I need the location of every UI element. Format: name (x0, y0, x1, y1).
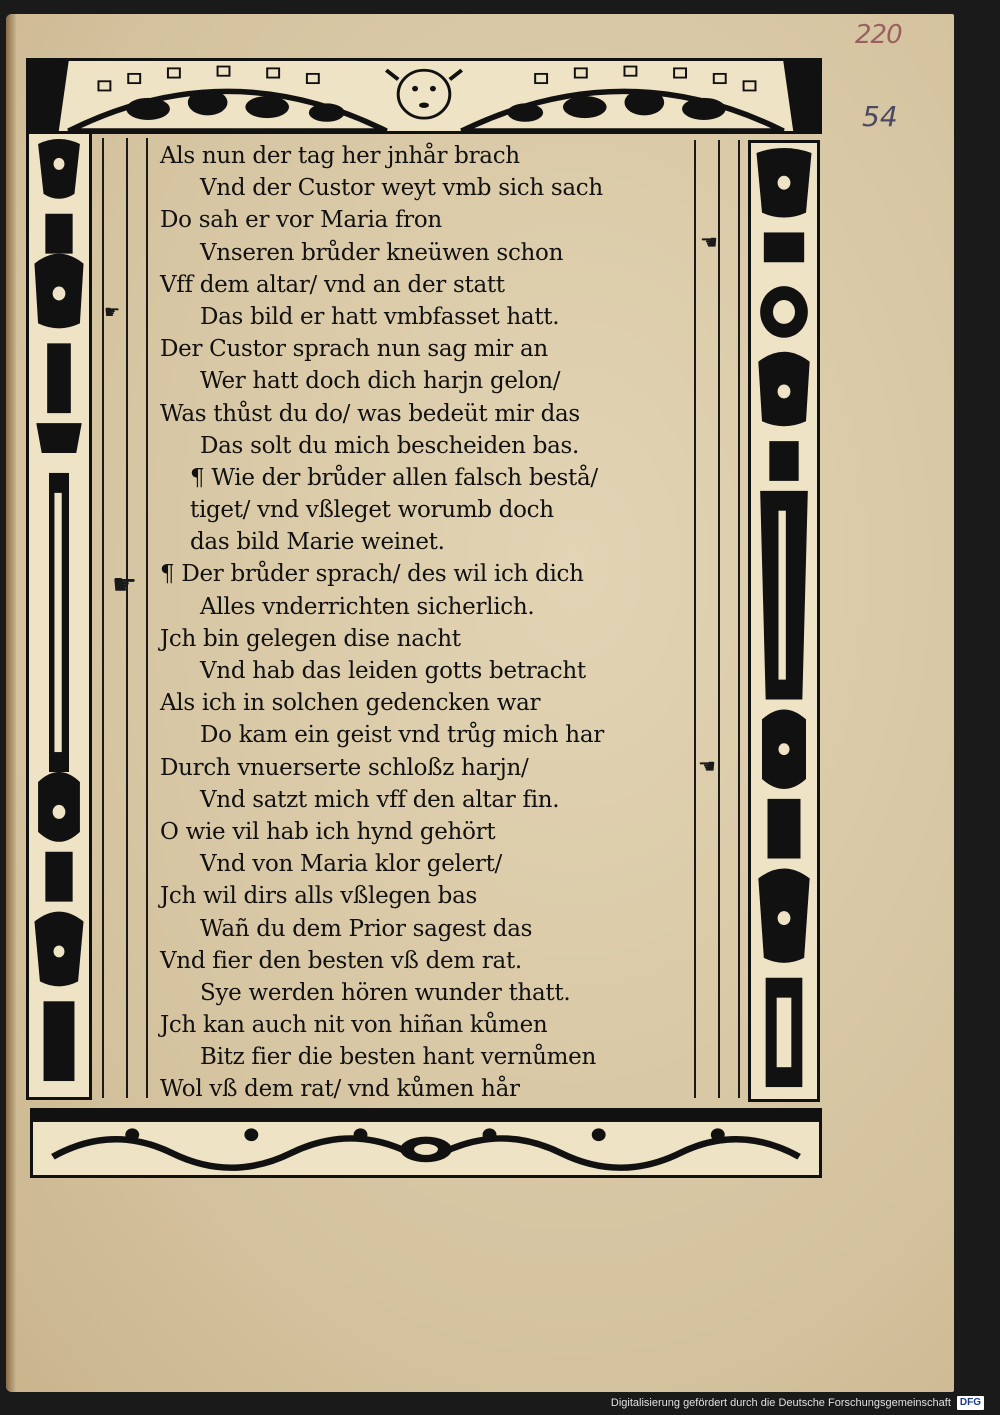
verse-line: Sye werden hören wunder thatt. (200, 979, 571, 1006)
verse-line: ¶ Wie der brůder allen falsch bestå/ (190, 464, 598, 491)
verse-line: Der Custor sprach nun sag mir an (160, 336, 548, 363)
verse-line: Wol vß dem rat/ vnd kůmen hår (160, 1076, 520, 1103)
verse-line: Do kam ein geist vnd trůg mich har (200, 722, 604, 749)
verse-line: Durch vnuerserte schloßz harjn/ (160, 754, 529, 781)
woodcut-border-left (26, 134, 92, 1100)
dfg-logo: DFG (957, 1396, 984, 1410)
verse-line: Das bild er hatt vmbfasset hatt. (200, 303, 560, 330)
verse-line: Alles vnderrichten sicherlich. (200, 593, 535, 620)
verse-line: tiget/ vnd vßleget worumb doch (190, 497, 554, 524)
verse-line: Jch bin gelegen dise nacht (160, 625, 461, 652)
verse-line: ¶ Der brůder sprach/ des wil ich dich (160, 561, 584, 588)
footer (611, 1395, 984, 1411)
verse-line: Als nun der tag her jnhår brach (160, 143, 520, 169)
verse-line: Vnd hab das leiden gotts betracht (200, 658, 586, 684)
verse-line: Jch wil dirs alls vßlegen bas (160, 883, 477, 910)
verse-line: Vff dem altar/ vnd an der statt (160, 271, 505, 298)
page-edge (6, 14, 16, 1392)
verse-line: Wer hatt doch dich harjn gelon/ (200, 368, 561, 395)
woodcut-border-right (748, 140, 820, 1102)
pointing-hand-icon: ☚ (698, 754, 716, 778)
manuscript-note: 220 (855, 20, 902, 50)
vertical-rule (718, 140, 720, 1098)
vertical-rule (694, 140, 696, 1098)
verse-line: Jch kan auch nit von hiñan kůmen (160, 1012, 548, 1039)
funding-credit: Digitalisierung gefördert durch die Deutsche Forschungsgemeinschaft (610, 1397, 951, 1409)
woodcut-border-bottom (30, 1108, 822, 1178)
verse-line: das bild Marie weinet. (190, 529, 445, 556)
verse-line: O wie vil hab ich hynd gehört (160, 818, 496, 845)
vertical-rule (102, 138, 104, 1098)
verse-line: Vnd von Maria klor gelert/ (200, 851, 502, 878)
woodcut-border-top (26, 58, 822, 134)
verse-text-block (160, 140, 690, 1106)
vertical-rule (126, 138, 128, 1098)
vertical-rule (146, 138, 148, 1098)
verse-line: Als ich in solchen gedencken war (160, 690, 541, 717)
pointing-hand-icon: ☛ (112, 568, 138, 601)
verse-line: Was thůst du do/ was bedeüt mir das (160, 400, 580, 427)
verse-line: Wañ du dem Prior sagest das (200, 915, 533, 942)
vertical-rule (738, 140, 740, 1098)
folio-number: 54 (862, 100, 898, 133)
verse-line: Das solt du mich bescheiden bas. (200, 432, 580, 459)
pointing-hand-icon: ☛ (104, 302, 121, 323)
pointing-hand-icon: ☚ (700, 230, 718, 254)
verse-line: Vnd fier den besten vß dem rat. (160, 947, 522, 974)
verse-line: Vnd satzt mich vff den altar fin. (200, 786, 560, 813)
verse-line: Vnseren brůder kneüwen schon (200, 239, 564, 266)
verse-line: Do sah er vor Maria fron (160, 207, 442, 234)
verse-line: Vnd der Custor weyt vmb sich sach (200, 175, 603, 202)
verse-line: Bitz fier die besten hant vernůmen (200, 1044, 596, 1071)
